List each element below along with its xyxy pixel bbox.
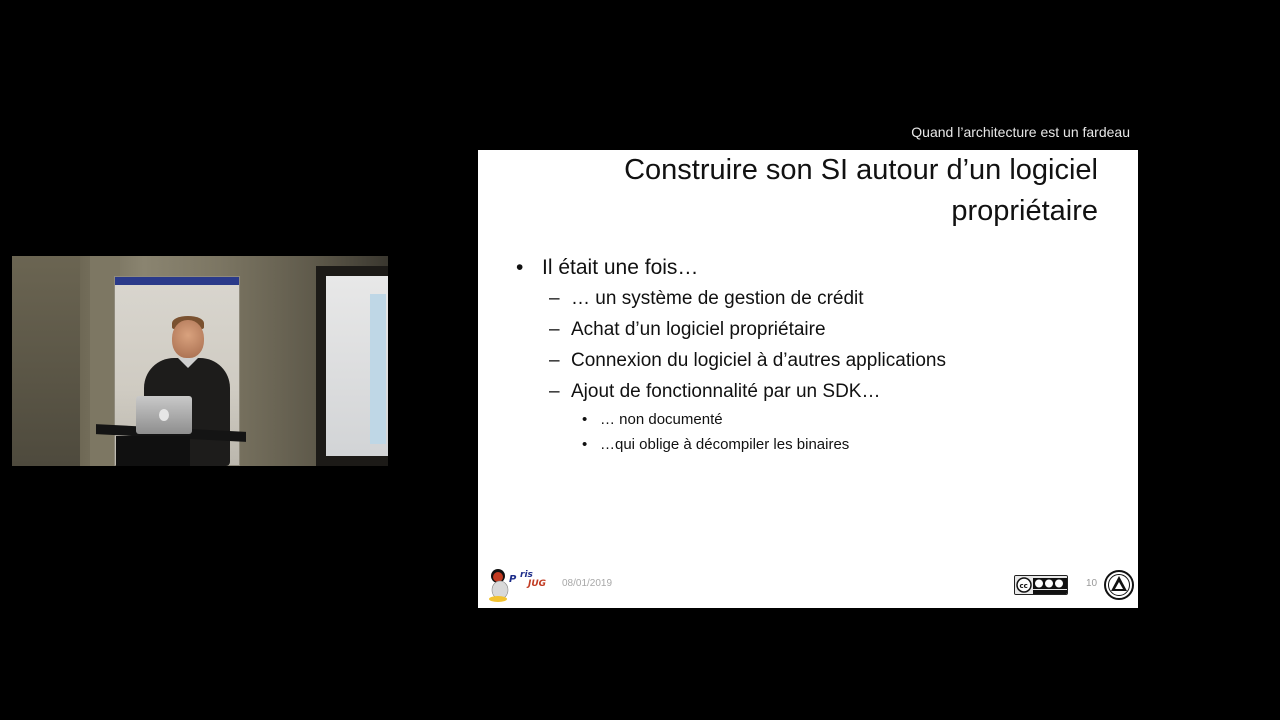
paris-jug-logo-icon [484,566,556,602]
dash-icon: – [549,319,560,340]
bullet-dot-icon: • [582,436,588,453]
slide [478,150,1138,608]
slide-title-line-1: Construire son SI autour d’un logiciel [624,154,1098,186]
sub-bullet-item: – … un système de gestion de crédit [516,285,1116,313]
svg-text:ris: ris [520,570,533,580]
dash-icon: – [549,381,560,402]
slide-title [498,150,1098,232]
svg-text:cc: cc [1019,582,1028,590]
bullet-list [516,254,1116,456]
slide-header: Quand l’architecture est un fardeau [911,124,1130,140]
svg-text:P: P [509,574,517,585]
cc-by-nc-sa-icon [1014,575,1068,595]
apple-icon [159,409,169,421]
dash-icon: – [549,350,560,371]
sub-bullet-item: – Connexion du logiciel à d’autres applications [516,347,1116,375]
bullet-dot-icon: • [582,411,588,428]
bullet-item: • Il était une fois… [516,254,1116,282]
sub-bullet-item: – Ajout de fonctionnalité par un SDK… [516,378,1116,406]
sub-sub-bullet-item: • …qui oblige à décompiler les binaires [516,434,1116,456]
speaker-logo-icon [1104,570,1134,600]
slide-title-line-2: propriétaire [951,195,1098,227]
video-wall [12,256,80,466]
slide-date: 08/01/2019 [562,578,613,589]
speaker-video [12,256,388,466]
sub-sub-bullet-item: • … non documenté [516,409,1116,431]
svg-text:JUG: JUG [528,579,547,589]
bullet-dot-icon: • [516,256,524,279]
page-number: 10 [1086,578,1098,589]
sub-bullet-item: – Achat d’un logiciel propriétaire [516,316,1116,344]
dash-icon: – [549,288,560,309]
